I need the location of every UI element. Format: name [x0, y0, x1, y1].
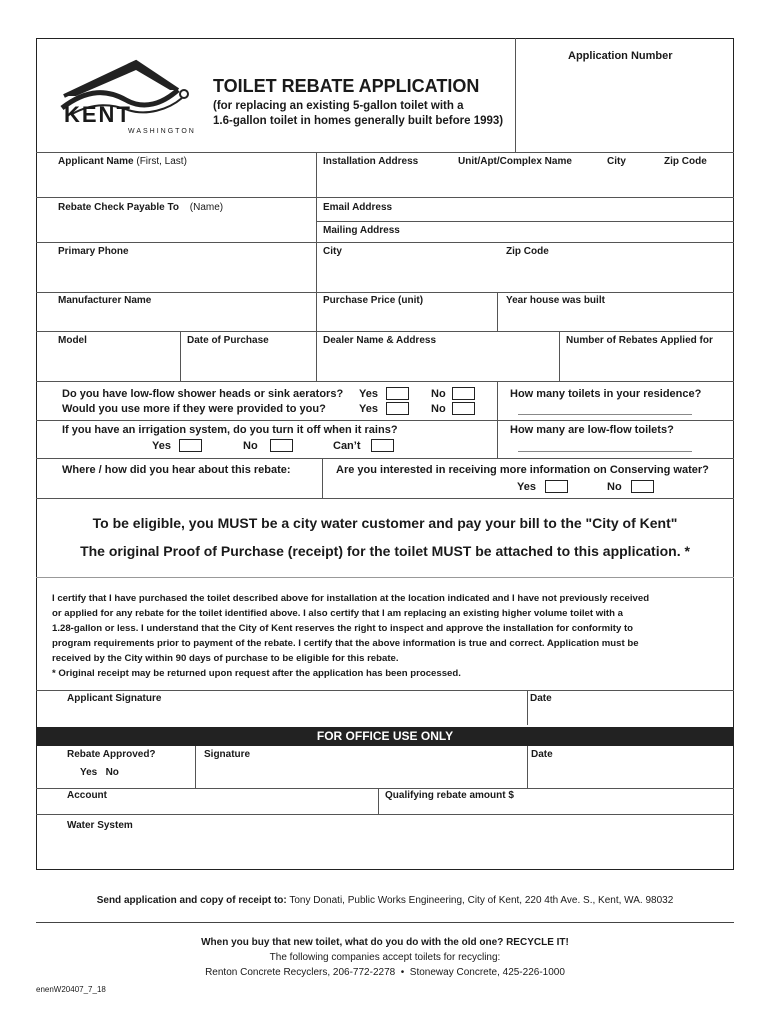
certify-line1: I certify that I have purchased the toilet described above for installation at the location indicated and I have not previously received — [52, 593, 650, 604]
dealer-name-label: Dealer Name & Address — [323, 335, 437, 346]
applicant-name-hint: (First, Last) — [136, 156, 187, 167]
application-number-field[interactable] — [516, 66, 733, 150]
office-date-label: Date — [531, 749, 553, 760]
more-info-yes-checkbox[interactable] — [545, 480, 568, 493]
more-info-no-label: No — [607, 481, 622, 493]
applicant-name-label: Applicant Name — [58, 156, 134, 167]
rebate-payable-label: Rebate Check Payable To — [58, 202, 179, 213]
recycle-line1: The following companies accept toilets for recycling: — [269, 952, 501, 963]
how-many-toilets-label: How many toilets in your residence? — [510, 388, 702, 400]
mailing-city-label: City — [323, 246, 342, 257]
number-of-rebates-label: Number of Rebates Applied for — [566, 335, 713, 346]
send-label: Send application and copy of receipt to: — [96, 895, 287, 906]
manufacturer-name-label: Manufacturer Name — [58, 295, 152, 306]
irrigation-yes-label: Yes — [152, 440, 171, 452]
rebate-payable-hint: (Name) — [189, 202, 224, 213]
low-flow-no-checkbox[interactable] — [452, 387, 475, 400]
unit-label: Unit/Apt/Complex Name — [458, 156, 572, 167]
primary-phone-label: Primary Phone — [58, 246, 129, 257]
irrigation-question: If you have an irrigation system, do you turn it off when it rains? — [62, 424, 398, 436]
zip-code-label: Zip Code — [664, 156, 707, 167]
send-address: Tony Donati, Public Works Engineering, City of Kent, 220 4th Ave. S., Kent, WA. 98032 — [289, 895, 674, 906]
logo-text: KENT — [64, 102, 132, 127]
applicant-name-field[interactable] — [58, 156, 187, 167]
form-subtitle-line2: 1.6-gallon toilet in homes generally built before 1993) — [213, 115, 504, 127]
low-flow-yes-label: Yes — [359, 388, 378, 400]
irrigation-cant-checkbox[interactable] — [371, 439, 394, 452]
date-of-purchase-label: Date of Purchase — [187, 335, 269, 346]
applicant-signature-label: Applicant Signature — [67, 693, 162, 704]
water-system-label: Water System — [67, 820, 133, 831]
hear-about-label: Where / how did you hear about this rebate: — [62, 464, 291, 476]
certify-line6: * Original receipt may be returned upon request after the application has been processed. — [52, 668, 461, 679]
how-many-low-flow-label: How many are low-flow toilets? — [510, 424, 674, 436]
applicant-signature-field[interactable] — [37, 706, 525, 724]
low-flow-question: Do you have low-flow shower heads or sink aerators? — [62, 388, 344, 400]
more-info-no-checkbox[interactable] — [631, 480, 654, 493]
office-signature-label: Signature — [204, 749, 251, 760]
form-title: TOILET REBATE APPLICATION — [213, 76, 480, 96]
recycle-line2: Renton Concrete Recyclers, 206-772-2278 • Stoneway Concrete, 425-226-1000 — [205, 967, 565, 978]
kent-logo — [58, 58, 198, 142]
low-flow-yes-checkbox[interactable] — [386, 387, 409, 400]
how-many-toilets-input[interactable] — [518, 414, 692, 415]
mailing-zip-label: Zip Code — [506, 246, 549, 257]
eligibility-line2: The original Proof of Purchase (receipt) for the toilet MUST be attached to this application. * — [80, 543, 690, 559]
use-more-yes-checkbox[interactable] — [386, 402, 409, 415]
office-use-header: FOR OFFICE USE ONLY — [316, 729, 454, 743]
how-many-low-flow-input[interactable] — [518, 451, 692, 452]
form-code: enenW20407_7_18 — [36, 985, 106, 994]
rebate-approved-yes-no: Yes No — [80, 767, 119, 778]
irrigation-yes-checkbox[interactable] — [179, 439, 202, 452]
purchase-price-label: Purchase Price (unit) — [323, 295, 424, 306]
email-address-label: Email Address — [323, 202, 393, 213]
rebate-payable-field[interactable] — [58, 202, 223, 213]
use-more-no-label: No — [431, 403, 446, 415]
recycle-title: When you buy that new toilet, what do you do with the old one? RECYCLE IT! — [201, 937, 569, 948]
installation-address-label: Installation Address — [323, 156, 419, 167]
city-label: City — [607, 156, 626, 167]
more-info-question: Are you interested in receiving more information on Conserving water? — [336, 464, 709, 476]
certify-line4: program requirements prior to payment of the rebate. I certify that the above information is true and correct. Application must be — [52, 638, 639, 649]
certify-line3: 1.28-gallon or less. I understand that the City of Kent reserves the right to inspect and approve the installation for conformity to — [52, 623, 634, 634]
use-more-question: Would you use more if they were provided to you? — [62, 403, 326, 415]
more-info-yes-label: Yes — [517, 481, 536, 493]
mailing-address-label: Mailing Address — [323, 225, 400, 236]
use-more-yes-label: Yes — [359, 403, 378, 415]
send-to-line — [36, 895, 734, 906]
certification-text — [52, 591, 649, 681]
irrigation-no-checkbox[interactable] — [270, 439, 293, 452]
use-more-no-checkbox[interactable] — [452, 402, 475, 415]
signature-date-label: Date — [530, 693, 552, 704]
irrigation-no-label: No — [243, 440, 258, 452]
certify-line5: received by the City within 90 days of purchase to be eligible for this rebate. — [52, 653, 399, 664]
rebate-approved-label: Rebate Approved? — [67, 749, 156, 760]
signature-date-field[interactable] — [529, 706, 732, 724]
application-number-label: Application Number — [568, 50, 673, 62]
certify-line2: or applied for any rebate for the toilet identified above. I also certify that I am replacing an existing higher volume toilet with a — [52, 608, 623, 619]
model-label: Model — [58, 335, 87, 346]
irrigation-cant-label: Can’t — [333, 440, 361, 452]
qualifying-amount-label: Qualifying rebate amount $ — [385, 790, 514, 801]
account-label: Account — [67, 790, 107, 801]
form-subtitle-line1: (for replacing an existing 5-gallon toilet with a — [213, 100, 464, 112]
logo-subtext: WASHINGTON — [128, 128, 196, 135]
eligibility-line1: To be eligible, you MUST be a city water customer and pay your bill to the "City of Kent" — [92, 515, 678, 531]
low-flow-no-label: No — [431, 388, 446, 400]
year-house-built-label: Year house was built — [506, 295, 605, 306]
